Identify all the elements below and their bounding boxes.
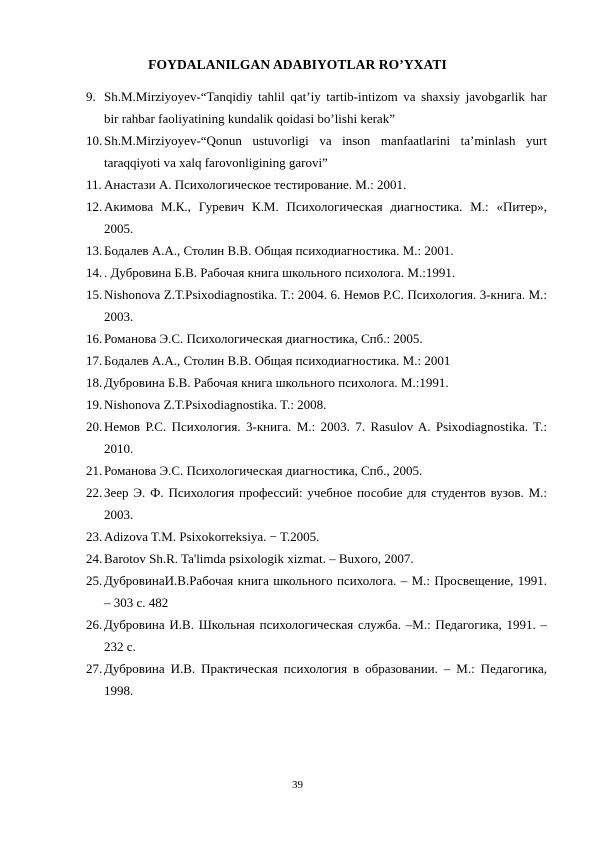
reference-number: 19. [86,397,103,412]
reference-text: Nishonova Z.T.Psixodiagnostika. T.: 2004. 6. Немов Р.С. Психология. 3-книга. М.: 2003. [104,287,547,324]
reference-text: Бодалев А.А., Столин В.В. Общая психодиагностика. М.: 2001 [104,353,451,368]
reference-number: 25. [86,573,103,588]
reference-text: Акимова М.К., Гуревич К.М. Психологическая диагностика. М.: «Питер», 2005. [104,199,547,236]
reference-text: Дубровина И.В. Практическая психология в образовании. – М.: Педагогика, 1998. [104,661,547,698]
reference-text: Дубровина Б.В. Рабочая книга школьного психолога. М.:1991. [104,375,449,390]
reference-number: 9. [86,89,96,104]
reference-item [86,570,547,614]
reference-number: 23. [86,529,103,544]
reference-text: Бодалев А.А., Столин В.В. Общая психодиагностика. М.: 2001. [104,243,454,258]
reference-item [86,86,547,130]
reference-item [86,262,547,284]
reference-number: 11. [86,177,102,192]
reference-item [86,548,547,570]
reference-text: Nishonova Z.T.Psixodiagnostika. T.: 2008. [104,397,327,412]
reference-item [86,196,547,240]
reference-number: 18. [86,375,103,390]
reference-item [86,240,547,262]
reference-number: 14. [86,265,103,280]
reference-text: Adizova T.M. Psixokorreksiya. − T.2005. [104,529,320,544]
reference-number: 17. [86,353,103,368]
reference-number: 12. [86,199,103,214]
page-title: FOYDALANILGAN ADABIYOTLAR RO’YXATI [148,57,447,72]
reference-text: ДубровинаИ.В.Рабочая книга школьного психолога. – М.: Просвещение, 1991. – 303 с. 482 [104,573,547,610]
reference-item [86,482,547,526]
reference-number: 15. [86,287,103,302]
reference-text: Немов Р.С. Психология. 3-книга. М.: 2003. 7. Rasulov A. Psixodiagnostika. T.: 2010. [104,419,547,456]
reference-item [86,174,547,196]
reference-item [86,394,547,416]
reference-text: . Дубровина Б.В. Рабочая книга школьного психолога. М.:1991. [104,265,456,280]
reference-item [86,350,547,372]
reference-number: 26. [86,617,103,632]
reference-text: Sh.M.Mirziyoyev-“Qonun ustuvorligi va inson manfaatlarini ta’minlash yurt taraqqiyoti va xalq farovonligining garovi” [104,133,547,170]
reference-item [86,284,547,328]
reference-text: Sh.M.Mirziyoyev-“Tanqidiy tahlil qat’iy tartib-intizom va shaxsiy javobgarlik har bir rahbar faoliyatining kundalik qoidasi bo’lishi kerak” [104,89,547,126]
reference-number: 20. [86,419,103,434]
reference-text: Романова Э.С. Психологическая диагностика, Спб., 2005. [104,463,423,478]
reference-item [86,614,547,658]
reference-number: 13. [86,243,103,258]
reference-number: 10. [86,133,103,148]
reference-item [86,372,547,394]
reference-number: 21. [86,463,103,478]
reference-item [86,130,547,174]
reference-item [86,526,547,548]
reference-item [86,416,547,460]
reference-text: Анастази А. Психологическое тестирование. М.: 2001. [104,177,407,192]
reference-number: 22. [86,485,103,500]
reference-item [86,328,547,350]
reference-item [86,460,547,482]
reference-text: Романова Э.С. Психологическая диагностика, Спб.: 2005. [104,331,423,346]
reference-text: Зеер Э. Ф. Психология профессий: учебное пособие для студентов вузов. М.: 2003. [104,485,547,522]
reference-item [86,658,547,702]
reference-number: 24. [86,551,103,566]
reference-text: Дубровина И.В. Школьная психологическая служба. –М.: Педагогика, 1991. – 232 с. [104,617,547,654]
reference-list [86,86,547,702]
reference-number: 27. [86,661,103,676]
reference-text: Barotov Sh.R. Ta'limda psixologik xizmat. – Buxoro, 2007. [104,551,414,566]
page-number: 39 [292,779,303,791]
reference-number: 16. [86,331,103,346]
